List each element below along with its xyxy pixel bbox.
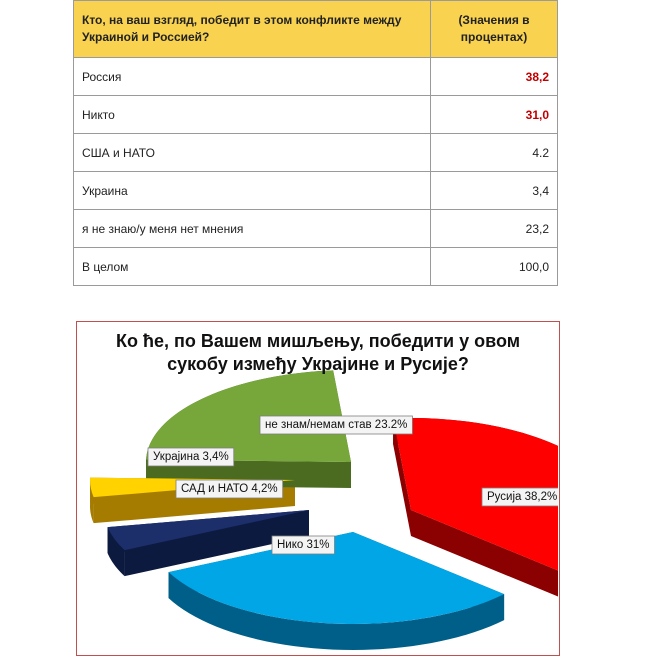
slice-label-сад-и-нато: САД и НАТО 4,2% — [181, 483, 278, 495]
table-value-header: (Значения в процентах) — [431, 1, 558, 58]
row-label: В целом — [74, 248, 431, 286]
chart-title-line-2: сукобу између Украјине и Русије? — [167, 354, 469, 374]
row-label: Россия — [74, 58, 431, 96]
table-row — [74, 210, 558, 248]
row-value: 100,0 — [431, 248, 558, 286]
table-row — [74, 134, 558, 172]
table-row — [74, 96, 558, 134]
row-label: Никто — [74, 96, 431, 134]
pie-chart-panel — [76, 321, 560, 656]
row-value: 3,4 — [431, 172, 558, 210]
row-value: 4.2 — [431, 134, 558, 172]
table-row — [74, 172, 558, 210]
row-value: 23,2 — [431, 210, 558, 248]
poll-table — [73, 0, 558, 286]
slice-label-нико: Нико 31% — [277, 539, 330, 551]
table-header-row — [74, 1, 558, 58]
table-row — [74, 248, 558, 286]
chart-title-line-1: Ко ће, по Вашем мишљењу, победити у овом — [115, 331, 521, 351]
row-label: Украина — [74, 172, 431, 210]
row-value: 38,2 — [431, 58, 558, 96]
table-question-header: Кто, на ваш взгляд, победит в этом конфликте между Украиной и Россией? — [74, 1, 431, 58]
table-row — [74, 58, 558, 96]
row-label: США и НАТО — [74, 134, 431, 172]
chart-title — [77, 330, 559, 376]
row-value: 31,0 — [431, 96, 558, 134]
slice-label-русија: Русија 38,2% — [487, 491, 558, 503]
slice-label-не-знам-немам-став: не знам/немам став 23.2% — [265, 419, 408, 431]
slice-label-украјина: Украјина 3,4% — [153, 451, 229, 463]
row-label: я не знаю/у меня нет мнения — [74, 210, 431, 248]
